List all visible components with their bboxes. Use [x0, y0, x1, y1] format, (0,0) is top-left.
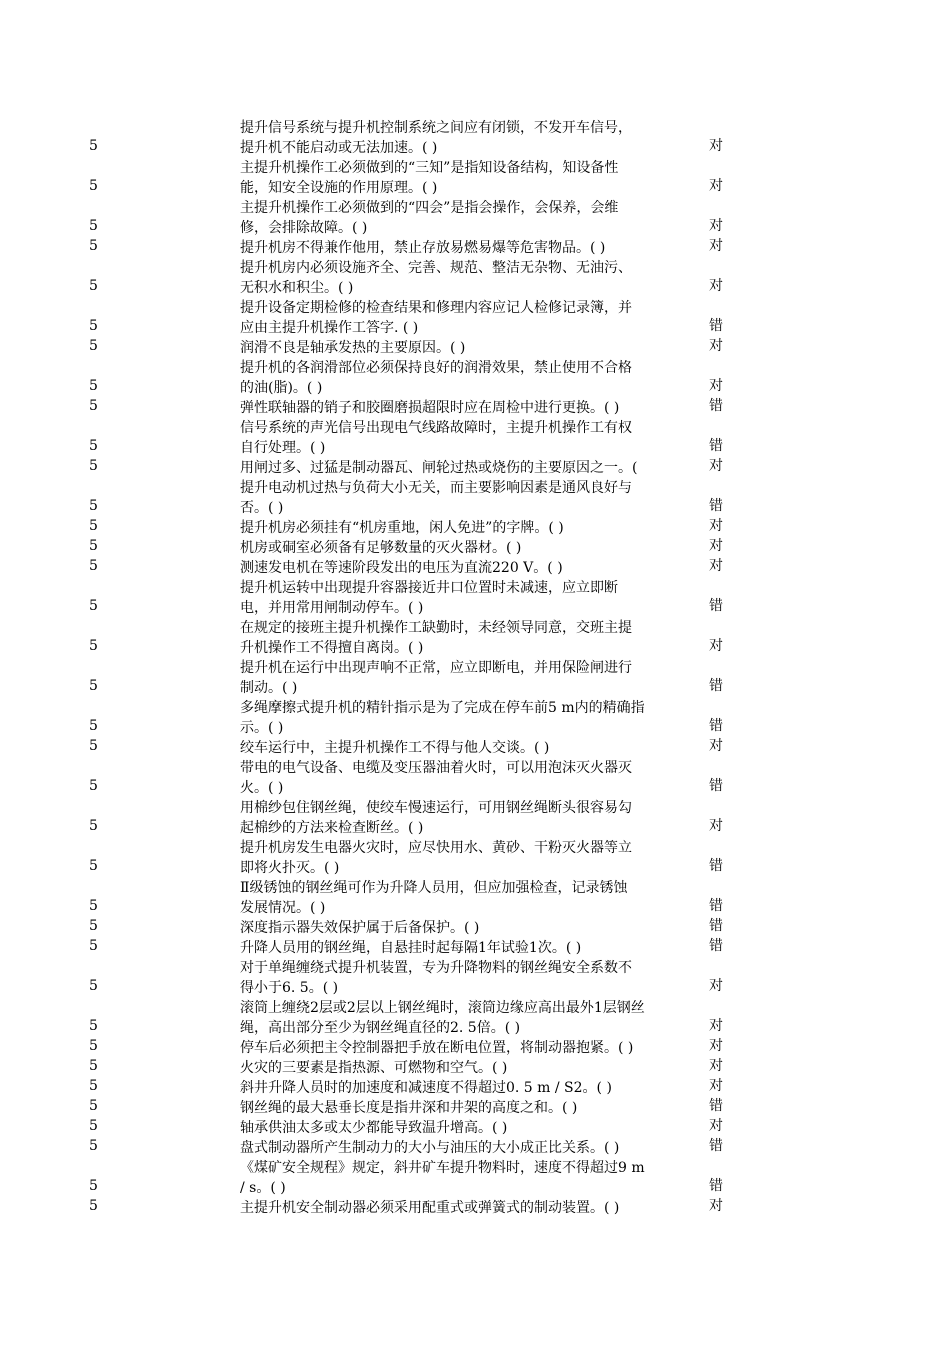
question-text — [240, 998, 702, 1038]
question-text — [240, 258, 702, 298]
question-row — [0, 958, 950, 998]
question-line: 提升电动机过热与负荷大小无关，而主要影响因素是通风良好与 — [240, 480, 632, 496]
score-cell: 5 — [89, 1058, 98, 1074]
answer-cell: 对 — [709, 818, 723, 834]
question-row — [0, 118, 950, 158]
question-row — [0, 538, 950, 558]
question-text — [240, 558, 702, 578]
question-line: 修，会排除故障。( ) — [240, 220, 368, 236]
question-text — [240, 698, 702, 738]
question-line: 信号系统的声光信号出现电气线路故障时，主提升机操作工有权 — [240, 420, 632, 436]
answer-cell: 对 — [709, 458, 723, 474]
answer-cell: 错 — [709, 678, 723, 694]
question-line: Ⅱ级锈蚀的钢丝绳可作为升降人员用，但应加强检查，记录锈蚀 — [240, 880, 628, 896]
question-line: 提升机的各润滑部位必须保持良好的润滑效果，禁止使用不合格 — [240, 360, 632, 376]
answer-cell: 对 — [709, 278, 723, 294]
question-line: 火。( ) — [240, 780, 284, 796]
answer-cell: 对 — [709, 538, 723, 554]
question-line: 提升机运转中出现提升容器接近井口位置时未减速，应立即断 — [240, 580, 618, 596]
question-text — [240, 938, 702, 958]
question-row — [0, 1158, 950, 1198]
question-text — [240, 1138, 702, 1158]
question-row — [0, 298, 950, 338]
question-line: 带电的电气设备、电缆及变压器油着火时，可以用泡沫灭火器灭 — [240, 760, 632, 776]
answer-cell: 对 — [709, 218, 723, 234]
answer-cell: 对 — [709, 378, 723, 394]
question-row — [0, 558, 950, 578]
question-line: 停车后必须把主令控制器把手放在断电位置，将制动器抱紧。( ) — [240, 1040, 634, 1056]
question-text — [240, 198, 702, 238]
question-line: 《煤矿安全规程》规定，斜井矿车提升物料时，速度不得超过9 m — [240, 1160, 645, 1176]
answer-cell: 错 — [709, 898, 723, 914]
score-cell: 5 — [89, 238, 98, 254]
score-cell: 5 — [89, 458, 98, 474]
question-text — [240, 538, 702, 558]
answer-cell: 对 — [709, 238, 723, 254]
question-line: 升机操作工不得擅自离岗。( ) — [240, 640, 424, 656]
question-line: 盘式制动器所产生制动力的大小与油压的大小成正比关系。( ) — [240, 1140, 620, 1156]
question-text — [240, 1078, 702, 1098]
question-text — [240, 798, 702, 838]
question-text — [240, 1058, 702, 1078]
question-line: 发展情况。( ) — [240, 900, 326, 916]
score-cell: 5 — [89, 718, 98, 734]
score-cell: 5 — [89, 1078, 98, 1094]
question-text — [240, 878, 702, 918]
question-line: 主提升机安全制动器必须采用配重式或弹簧式的制动装置。( ) — [240, 1200, 620, 1216]
answer-cell: 对 — [709, 738, 723, 754]
question-text — [240, 458, 702, 478]
score-cell: 5 — [89, 1038, 98, 1054]
answer-cell: 错 — [709, 1138, 723, 1154]
score-cell: 5 — [89, 518, 98, 534]
question-line: 即将火扑灭。( ) — [240, 860, 340, 876]
question-line: 在规定的接班主提升机操作工缺勤时，未经领导同意，交班主提 — [240, 620, 632, 636]
question-line: 自行处理。( ) — [240, 440, 326, 456]
answer-cell: 对 — [709, 978, 723, 994]
question-sheet — [0, 118, 950, 1218]
answer-cell: 错 — [709, 318, 723, 334]
question-text — [240, 338, 702, 358]
question-row — [0, 878, 950, 918]
score-cell: 5 — [89, 918, 98, 934]
question-row — [0, 258, 950, 298]
question-text — [240, 958, 702, 998]
question-row — [0, 478, 950, 518]
question-line: 提升设备定期检修的检查结果和修理内容应记人检修记录簿，并 — [240, 300, 632, 316]
question-line: 主提升机操作工必须做到的“三知”是指知设备结构，知设备性 — [240, 160, 619, 176]
question-line: 提升信号系统与提升机控制系统之间应有闭锁，不发开车信号， — [240, 120, 632, 136]
question-line: 提升机房内必须设施齐全、完善、规范、整洁无杂物、无油污、 — [240, 260, 632, 276]
answer-cell: 错 — [709, 438, 723, 454]
score-cell: 5 — [89, 1118, 98, 1134]
question-text — [240, 158, 702, 198]
score-cell: 5 — [89, 858, 98, 874]
question-text — [240, 658, 702, 698]
question-text — [240, 358, 702, 398]
score-cell: 5 — [89, 978, 98, 994]
question-line: 提升机房发生电器火灾时，应尽快用水、黄砂、干粉灭火器等立 — [240, 840, 632, 856]
answer-cell: 对 — [709, 1198, 723, 1214]
question-row — [0, 398, 950, 418]
question-row — [0, 518, 950, 538]
score-cell: 5 — [89, 678, 98, 694]
score-cell: 5 — [89, 338, 98, 354]
question-text — [240, 1118, 702, 1138]
question-row — [0, 1118, 950, 1138]
answer-cell: 对 — [709, 338, 723, 354]
question-line: 多绳摩擦式提升机的精针指示是为了完成在停车前5 m内的精确指 — [240, 700, 645, 716]
question-row — [0, 618, 950, 658]
question-text — [240, 578, 702, 618]
question-line: 斜井升降人员时的加速度和减速度不得超过0. 5 m / S2。( ) — [240, 1080, 612, 1096]
question-text — [240, 838, 702, 878]
score-cell: 5 — [89, 1178, 98, 1194]
score-cell: 5 — [89, 318, 98, 334]
question-line: 得小于6. 5。( ) — [240, 980, 339, 996]
question-text — [240, 1098, 702, 1118]
question-text — [240, 618, 702, 658]
question-row — [0, 1078, 950, 1098]
score-cell: 5 — [89, 898, 98, 914]
score-cell: 5 — [89, 778, 98, 794]
score-cell: 5 — [89, 1098, 98, 1114]
question-line: / s。( ) — [240, 1180, 286, 1196]
score-cell: 5 — [89, 398, 98, 414]
answer-cell: 错 — [709, 718, 723, 734]
question-row — [0, 798, 950, 838]
answer-cell: 对 — [709, 1018, 723, 1034]
question-row — [0, 578, 950, 618]
score-cell: 5 — [89, 1198, 98, 1214]
question-line: 起棉纱的方法来检查断丝。( ) — [240, 820, 424, 836]
score-cell: 5 — [89, 378, 98, 394]
answer-cell: 错 — [709, 598, 723, 614]
answer-cell: 对 — [709, 1078, 723, 1094]
score-cell: 5 — [89, 438, 98, 454]
question-line: 深度指示器失效保护属于后备保护。( ) — [240, 920, 480, 936]
question-line: 钢丝绳的最大悬垂长度是指井深和井架的高度之和。( ) — [240, 1100, 578, 1116]
score-cell: 5 — [89, 1138, 98, 1154]
question-text — [240, 738, 702, 758]
question-text — [240, 118, 702, 158]
question-line: 绳，高出部分至少为钢丝绳直径的2. 5倍。( ) — [240, 1020, 521, 1036]
question-text — [240, 238, 702, 258]
question-line: 对于单绳缠绕式提升机装置，专为升降物料的钢丝绳安全系数不 — [240, 960, 632, 976]
question-row — [0, 158, 950, 198]
score-cell: 5 — [89, 1018, 98, 1034]
score-cell: 5 — [89, 558, 98, 574]
score-cell: 5 — [89, 938, 98, 954]
question-line: 能，知安全设施的作用原理。( ) — [240, 180, 438, 196]
answer-cell: 对 — [709, 1118, 723, 1134]
question-text — [240, 758, 702, 798]
question-line: 的油(脂)。( ) — [240, 380, 323, 396]
question-line: 绞车运行中，主提升机操作工不得与他人交谈。( ) — [240, 740, 550, 756]
question-row — [0, 1098, 950, 1118]
question-line: 测速发电机在等速阶段发出的电压为直流220 V。( ) — [240, 560, 563, 576]
question-row — [0, 738, 950, 758]
question-line: 火灾的三要素是指热源、可燃物和空气。( ) — [240, 1060, 508, 1076]
answer-cell: 错 — [709, 1098, 723, 1114]
score-cell: 5 — [89, 818, 98, 834]
question-row — [0, 458, 950, 478]
answer-cell: 对 — [709, 1058, 723, 1074]
score-cell: 5 — [89, 638, 98, 654]
question-row — [0, 358, 950, 398]
question-line: 润滑不良是轴承发热的主要原因。( ) — [240, 340, 466, 356]
question-text — [240, 478, 702, 518]
question-row — [0, 238, 950, 258]
question-line: 否。( ) — [240, 500, 284, 516]
answer-cell: 对 — [709, 518, 723, 534]
answer-cell: 对 — [709, 638, 723, 654]
answer-cell: 对 — [709, 178, 723, 194]
question-row — [0, 1038, 950, 1058]
answer-cell: 对 — [709, 138, 723, 154]
question-line: 用棉纱包住钢丝绳，使绞车慢速运行，可用钢丝绳断头很容易勾 — [240, 800, 632, 816]
question-row — [0, 418, 950, 458]
question-row — [0, 698, 950, 738]
question-row — [0, 838, 950, 878]
question-line: 提升机房不得兼作他用，禁止存放易燃易爆等危害物品。( ) — [240, 240, 606, 256]
question-text — [240, 298, 702, 338]
question-row — [0, 918, 950, 938]
question-line: 提升机在运行中出现声响不正常，应立即断电，并用保险闸进行 — [240, 660, 632, 676]
question-line: 用闸过多、过猛是制动器瓦、闸轮过热或烧伤的主要原因之一。( — [240, 460, 638, 476]
question-line: 轴承供油太多或太少都能导致温升增高。( ) — [240, 1120, 508, 1136]
question-line: 提升机房必须挂有“机房重地，闲人免进”的字牌。( ) — [240, 520, 564, 536]
question-row — [0, 758, 950, 798]
answer-cell: 错 — [709, 938, 723, 954]
score-cell: 5 — [89, 538, 98, 554]
answer-cell: 错 — [709, 1178, 723, 1194]
question-line: 滚筒上缠绕2层或2层以上钢丝绳时，滚筒边缘应高出最外1层钢丝 — [240, 1000, 645, 1016]
answer-cell: 错 — [709, 498, 723, 514]
question-row — [0, 1198, 950, 1218]
question-line: 升降人员用的钢丝绳，自悬挂时起每隔1年试验1次。( ) — [240, 940, 582, 956]
question-text — [240, 918, 702, 938]
score-cell: 5 — [89, 278, 98, 294]
question-text — [240, 1198, 702, 1218]
question-row — [0, 998, 950, 1038]
question-row — [0, 1058, 950, 1078]
question-row — [0, 658, 950, 698]
question-line: 应由主提升机操作工答字. ( ) — [240, 320, 419, 336]
question-line: 电，并用常用闸制动停车。( ) — [240, 600, 424, 616]
question-row — [0, 938, 950, 958]
answer-cell: 错 — [709, 398, 723, 414]
question-text — [240, 518, 702, 538]
question-text — [240, 1038, 702, 1058]
question-line: 提升机不能启动或无法加速。( ) — [240, 140, 438, 156]
score-cell: 5 — [89, 138, 98, 154]
score-cell: 5 — [89, 178, 98, 194]
question-text — [240, 398, 702, 418]
answer-cell: 错 — [709, 918, 723, 934]
answer-cell: 对 — [709, 1038, 723, 1054]
question-line: 制动。( ) — [240, 680, 298, 696]
question-row — [0, 338, 950, 358]
answer-cell: 错 — [709, 858, 723, 874]
question-line: 示。( ) — [240, 720, 284, 736]
question-line: 机房或硐室必须备有足够数量的灭火器材。( ) — [240, 540, 522, 556]
question-line: 无积水和积尘。( ) — [240, 280, 354, 296]
question-line: 主提升机操作工必须做到的“四会”是指会操作，会保养，会维 — [240, 200, 619, 216]
score-cell: 5 — [89, 218, 98, 234]
question-row — [0, 1138, 950, 1158]
score-cell: 5 — [89, 498, 98, 514]
question-text — [240, 1158, 702, 1198]
score-cell: 5 — [89, 738, 98, 754]
question-line: 弹性联轴器的销子和胶圈磨损超限时应在周检中进行更换。( ) — [240, 400, 620, 416]
score-cell: 5 — [89, 598, 98, 614]
answer-cell: 对 — [709, 558, 723, 574]
question-text — [240, 418, 702, 458]
answer-cell: 错 — [709, 778, 723, 794]
question-row — [0, 198, 950, 238]
